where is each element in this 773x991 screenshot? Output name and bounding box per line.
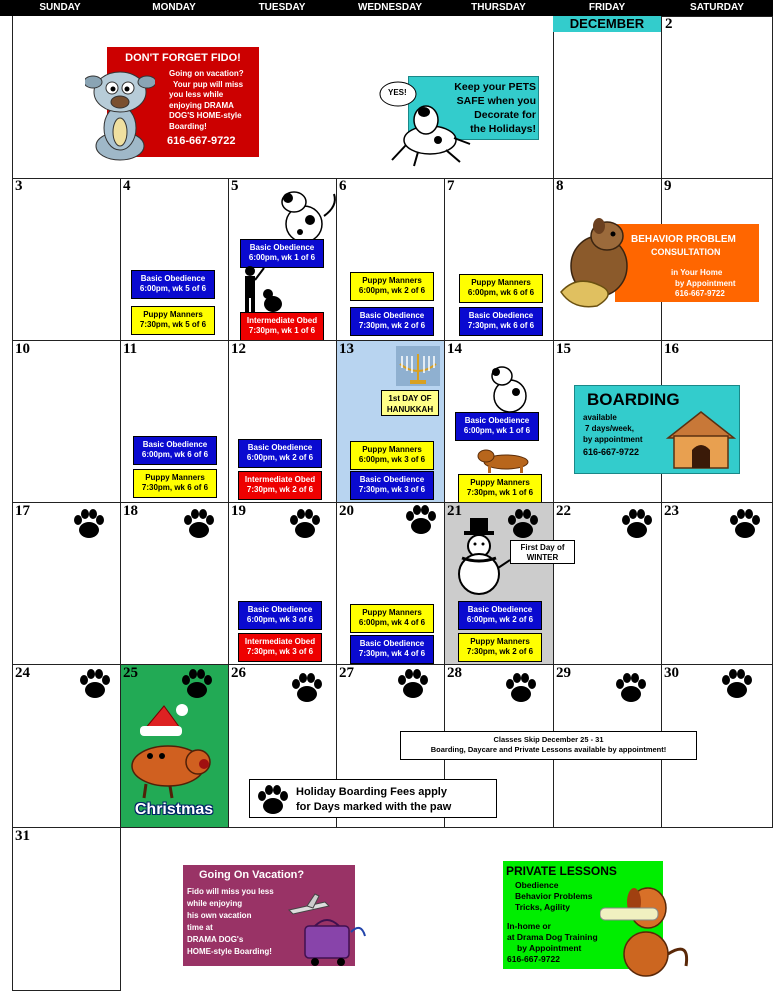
- pets-safe-line: Keep your PETS: [454, 81, 536, 93]
- boarding-line: by appointment: [583, 435, 643, 444]
- class-time: 7:30pm, wk 3 of 6: [246, 647, 314, 656]
- vacation-title: Going On Vacation?: [199, 869, 305, 881]
- class-time: 7:30pm, wk 1 of 6: [466, 488, 534, 497]
- class-box[interactable]: [238, 439, 322, 468]
- class-time: 6:00pm, wk 4 of 6: [358, 618, 426, 627]
- class-time: 7:30pm, wk 3 of 6: [358, 485, 426, 494]
- pets-safe-line: Decorate for: [474, 109, 536, 121]
- class-name: Basic Obedience: [359, 639, 425, 648]
- paw-icon: [72, 506, 106, 540]
- day-number: 16: [664, 341, 679, 357]
- paw-icon: [720, 666, 754, 700]
- class-name: Basic Obedience: [247, 605, 313, 614]
- class-time: 6:00pm, wk 5 of 6: [139, 284, 207, 293]
- dog-with-toy-icon: [600, 880, 694, 978]
- weekday-monday: MONDAY: [152, 2, 196, 13]
- class-time: 7:30pm, wk 4 of 6: [358, 649, 426, 658]
- day-cell-1[interactable]: [553, 16, 662, 179]
- paw-icon: [78, 666, 112, 700]
- weekday-tuesday: TUESDAY: [258, 2, 306, 13]
- pets-safe-line: the Holidays!: [470, 123, 536, 135]
- fido-title: DON'T FORGET FIDO!: [125, 52, 241, 64]
- dachshund-icon: [474, 444, 538, 474]
- vacation-line: his own vacation: [187, 911, 252, 920]
- behavior-subtitle: CONSULTATION: [651, 247, 721, 257]
- day-number: 8: [556, 178, 564, 194]
- day-number: 15: [556, 341, 571, 357]
- fido-line: DOG'S HOME-style: [169, 111, 242, 120]
- christmas-label: Christmas: [134, 801, 214, 818]
- day-number: 14: [447, 341, 462, 357]
- vacation-line: HOME-style Boarding!: [187, 947, 272, 956]
- class-box[interactable]: [238, 471, 322, 500]
- class-time: 6:00pm, wk 2 of 6: [358, 286, 426, 295]
- class-time: 7:30pm, wk 1 of 6: [248, 326, 316, 335]
- paw-icon: [506, 506, 540, 540]
- day-number: 29: [556, 665, 571, 681]
- class-time: 7:30pm, wk 5 of 6: [139, 320, 207, 329]
- paw-icon: [404, 502, 438, 536]
- weekday-wednesday: WEDNESDAY: [357, 2, 423, 13]
- behavior-title: BEHAVIOR PROBLEM: [631, 234, 736, 245]
- day-number: 6: [339, 178, 347, 194]
- day-number: 3: [15, 178, 23, 194]
- class-box[interactable]: [458, 474, 542, 503]
- menorah-icon: [396, 346, 440, 386]
- weekday-sunday: SUNDAY: [39, 2, 81, 13]
- paw-icon: [396, 666, 430, 700]
- day-number: 24: [15, 665, 30, 681]
- day-number: 27: [339, 665, 354, 681]
- class-time: 6:00pm, wk 1 of 6: [248, 253, 316, 262]
- class-name: Basic Obedience: [247, 443, 313, 452]
- day-cell-2[interactable]: [661, 16, 773, 179]
- day-number: 7: [447, 178, 455, 194]
- private-topics: [515, 880, 592, 913]
- class-box[interactable]: [350, 307, 434, 336]
- class-name: Basic Obedience: [249, 243, 315, 252]
- private-line: Obedience: [515, 880, 559, 890]
- behavior-text: [671, 268, 736, 300]
- boarding-phone: 616-667-9722: [583, 447, 640, 457]
- boarding-title: BOARDING: [587, 390, 680, 409]
- sitting-dog-icon: [478, 362, 542, 416]
- day-number: 23: [664, 503, 679, 519]
- day-number: 17: [15, 503, 30, 519]
- boarding-line: 7 days/week,: [585, 424, 634, 433]
- class-box[interactable]: [238, 633, 322, 662]
- class-box[interactable]: [131, 270, 215, 299]
- class-box[interactable]: [350, 272, 434, 301]
- day-number: 13: [339, 341, 354, 357]
- class-box[interactable]: [350, 604, 434, 633]
- class-name: Puppy Manners: [145, 473, 205, 482]
- class-name: Puppy Manners: [470, 478, 530, 487]
- weekday-friday: FRIDAY: [588, 2, 626, 13]
- day-number: 5: [231, 178, 239, 194]
- class-time: 7:30pm, wk 6 of 6: [141, 483, 209, 492]
- class-name: Intermediate Obed: [244, 637, 316, 646]
- pets-safe-line: SAFE when you: [456, 95, 536, 107]
- behavior-line: in Your Home: [671, 268, 723, 277]
- class-time: 7:30pm, wk 2 of 6: [358, 321, 426, 330]
- day-number: 18: [123, 503, 138, 519]
- day-number: 10: [15, 341, 30, 357]
- class-box[interactable]: [458, 633, 542, 662]
- class-time: 7:30pm, wk 2 of 6: [246, 485, 314, 494]
- hanukkah-line: HANUKKAH: [386, 405, 434, 414]
- day-number: 11: [123, 341, 138, 357]
- day-number: 2: [665, 16, 673, 32]
- classes-skip-notice: [400, 731, 697, 760]
- class-name: Basic Obedience: [142, 440, 208, 449]
- vacation-line: DRAMA DOG's: [187, 935, 244, 944]
- class-time: 6:00pm, wk 3 of 6: [246, 615, 314, 624]
- hanukkah-label: [381, 390, 439, 416]
- cartoon-dog-icon: [85, 68, 155, 166]
- day-number: 9: [664, 178, 672, 194]
- class-name: Intermediate Obed: [246, 316, 318, 325]
- class-box[interactable]: [350, 471, 434, 500]
- class-time: 7:30pm, wk 6 of 6: [467, 321, 535, 330]
- class-name: Puppy Manners: [471, 278, 531, 287]
- class-name: Basic Obedience: [464, 416, 530, 425]
- winter-line: WINTER: [526, 553, 559, 562]
- doghouse-icon: [664, 408, 738, 470]
- day-number: 21: [447, 503, 462, 519]
- weekday-thursday: THURSDAY: [471, 2, 526, 13]
- fido-line: Boarding!: [169, 121, 207, 131]
- class-box[interactable]: [458, 601, 542, 630]
- class-box[interactable]: [459, 274, 543, 303]
- day-cell-31[interactable]: [12, 827, 121, 991]
- day-cell-3[interactable]: [12, 178, 121, 341]
- classes-skip-line: Classes Skip December 25 - 31: [493, 735, 604, 744]
- hanukkah-line: 1st DAY OF: [388, 394, 432, 403]
- behavior-line: by Appointment: [675, 278, 736, 288]
- private-phone: 616-667-9722: [507, 954, 560, 964]
- vacation-line: while enjoying: [187, 899, 243, 908]
- class-name: Puppy Manners: [362, 608, 422, 617]
- fido-line: you less while: [169, 90, 224, 99]
- class-box[interactable]: [133, 469, 217, 498]
- day-number: 20: [339, 503, 354, 519]
- weekday-saturday: SATURDAY: [690, 2, 744, 13]
- snowman-icon: [452, 518, 512, 600]
- reindeer-santa-hat-icon: [130, 700, 214, 800]
- holiday-fees-text: [296, 785, 451, 815]
- paw-icon: [504, 670, 538, 704]
- class-name: Puppy Manners: [362, 276, 422, 285]
- private-line: Behavior Problems: [515, 891, 593, 901]
- class-name: Basic Obedience: [468, 311, 534, 320]
- weekday-header: [0, 0, 773, 16]
- paw-icon: [728, 506, 762, 540]
- class-time: 6:00pm, wk 1 of 6: [463, 426, 531, 435]
- day-number: 22: [556, 503, 571, 519]
- paw-icon: [182, 506, 216, 540]
- paw-icon: [180, 666, 214, 700]
- holiday-fees-line: for Days marked with the paw: [296, 801, 452, 813]
- day-number: 19: [231, 503, 246, 519]
- sitting-dog-icon: [264, 186, 344, 246]
- pets-safe-yes: YES!: [388, 88, 407, 97]
- class-box[interactable]: [240, 312, 324, 341]
- private-title: PRIVATE LESSONS: [506, 864, 617, 878]
- class-box[interactable]: [455, 412, 539, 441]
- trainer-silhouette-icon: [240, 264, 290, 314]
- day-number: 12: [231, 341, 246, 357]
- class-box[interactable]: [131, 306, 215, 335]
- class-name: Basic Obedience: [140, 274, 206, 283]
- paw-icon: [256, 782, 290, 816]
- class-name: Basic Obedience: [359, 311, 425, 320]
- class-name: Basic Obedience: [359, 475, 425, 484]
- class-box[interactable]: [350, 441, 434, 470]
- vacation-line: time at: [187, 923, 213, 932]
- class-box[interactable]: [350, 635, 434, 664]
- boarding-text: [583, 412, 643, 458]
- class-time: 6:00pm, wk 6 of 6: [141, 450, 209, 459]
- day-number: 30: [664, 665, 679, 681]
- class-name: Basic Obedience: [467, 605, 533, 614]
- vacation-text: [187, 886, 274, 958]
- paw-icon: [620, 506, 654, 540]
- month-label: DECEMBER: [553, 16, 661, 32]
- class-name: Puppy Manners: [362, 445, 422, 454]
- day-cell-10[interactable]: [12, 340, 121, 503]
- luggage-airplane-icon: [285, 892, 369, 970]
- behavior-phone: 616-667-9722: [675, 289, 725, 298]
- day-number: 25: [123, 665, 138, 681]
- private-line: Tricks, Agility: [515, 902, 570, 912]
- fido-phone: 616-667-9722: [167, 135, 236, 147]
- dog-chewing-shoe-icon: [557, 214, 637, 314]
- winter-label: [510, 540, 575, 564]
- class-name: Puppy Manners: [470, 637, 530, 646]
- class-time: 6:00pm, wk 3 of 6: [358, 455, 426, 464]
- classes-skip-line: Boarding, Daycare and Private Lessons available by appointment!: [430, 745, 667, 754]
- day-number: 4: [123, 178, 131, 194]
- fido-line: Your pup will miss: [173, 79, 244, 89]
- private-line: at Drama Dog Training: [507, 932, 598, 942]
- class-time: 6:00pm, wk 2 of 6: [466, 615, 534, 624]
- lying-dog-icon: [388, 100, 473, 170]
- class-box[interactable]: [133, 436, 217, 465]
- private-line: by Appointment: [517, 943, 582, 953]
- paw-icon: [288, 506, 322, 540]
- class-box[interactable]: [459, 307, 543, 336]
- day-number: 26: [231, 665, 246, 681]
- boarding-line: available: [583, 413, 617, 422]
- class-name: Puppy Manners: [143, 310, 203, 319]
- fido-line: Going on vacation?: [169, 69, 244, 78]
- class-time: 6:00pm, wk 2 of 6: [246, 453, 314, 462]
- class-name: Intermediate Obed: [244, 475, 316, 484]
- paw-icon: [290, 670, 324, 704]
- paw-icon: [614, 670, 648, 704]
- winter-line: First Day of: [520, 543, 565, 552]
- class-time: 6:00pm, wk 6 of 6: [467, 288, 535, 297]
- private-details: [507, 921, 598, 965]
- private-line: In-home or: [507, 921, 551, 931]
- day-number: 31: [15, 828, 30, 844]
- holiday-fees-line: Holiday Boarding Fees apply: [296, 786, 447, 798]
- day-number: 28: [447, 665, 462, 681]
- fido-text: [169, 69, 244, 132]
- class-box[interactable]: [238, 601, 322, 630]
- fido-line: enjoying DRAMA: [169, 100, 234, 110]
- class-time: 7:30pm, wk 2 of 6: [466, 647, 534, 656]
- vacation-line: Fido will miss you less: [187, 887, 274, 896]
